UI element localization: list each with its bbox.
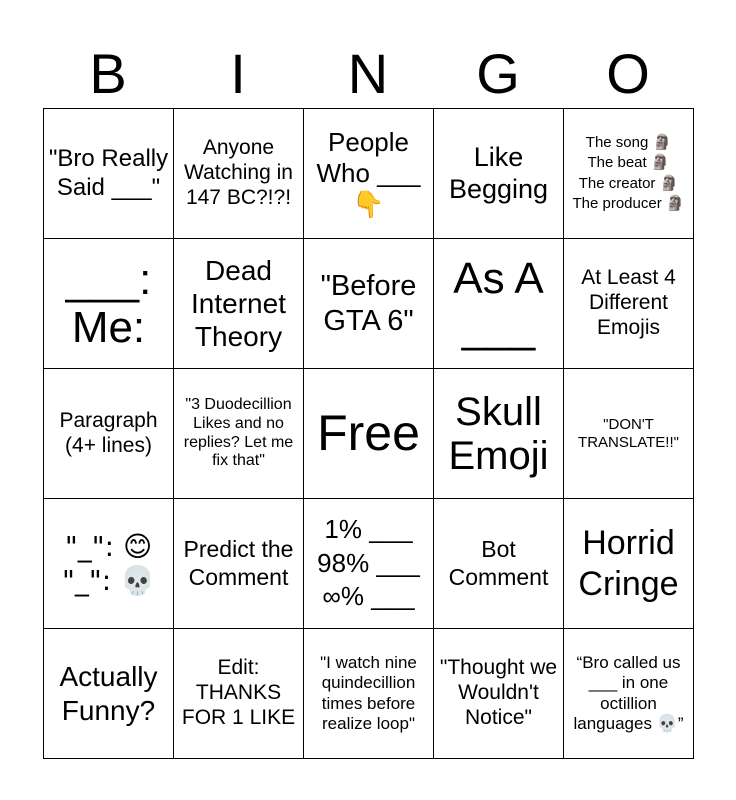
bingo-cell[interactable]: "_": 😊 "_": 💀	[44, 499, 174, 629]
bingo-cell[interactable]: Free	[304, 369, 434, 499]
bingo-cell[interactable]: People Who ___ 👇	[304, 109, 434, 239]
bingo-cell[interactable]: At Least 4 Different Emojis	[564, 239, 694, 369]
bingo-cell[interactable]: “Bro called us ___ in one octillion languages 💀”	[564, 629, 694, 759]
bingo-header	[43, 44, 693, 104]
bingo-cell[interactable]: Actually Funny?	[44, 629, 174, 759]
bingo-cell[interactable]: Bot Comment	[434, 499, 564, 629]
bingo-cell[interactable]: Predict the Comment	[174, 499, 304, 629]
bingo-cell[interactable]: "Bro Really Said ___"	[44, 109, 174, 239]
header-letter-g: G	[476, 42, 520, 105]
bingo-board	[43, 108, 694, 759]
board-row	[44, 109, 694, 239]
bingo-cell[interactable]: "DON'T TRANSLATE!!"	[564, 369, 694, 499]
board-row	[44, 369, 694, 499]
bingo-cell[interactable]: Dead Internet Theory	[174, 239, 304, 369]
bingo-cell[interactable]: Edit: THANKS FOR 1 LIKE	[174, 629, 304, 759]
bingo-cell[interactable]: Anyone Watching in 147 BC?!?!	[174, 109, 304, 239]
bingo-cell[interactable]: Paragraph (4+ lines)	[44, 369, 174, 499]
header-letter-n: N	[347, 42, 389, 105]
bingo-cell[interactable]: Horrid Cringe	[564, 499, 694, 629]
header-letter-i: I	[230, 42, 246, 105]
board-row	[44, 499, 694, 629]
bingo-cell[interactable]: "I watch nine quindecillion times before realize loop"	[304, 629, 434, 759]
bingo-cell[interactable]: ___: Me:	[44, 239, 174, 369]
bingo-cell[interactable]: "3 Duodecillion Likes and no replies? Let me fix that"	[174, 369, 304, 499]
header-letter-o: O	[606, 42, 650, 105]
bingo-cell[interactable]: "Thought we Wouldn't Notice"	[434, 629, 564, 759]
bingo-cell[interactable]: 1% ___ 98% ___ ∞% ___	[304, 499, 434, 629]
board-row	[44, 629, 694, 759]
board-row	[44, 239, 694, 369]
bingo-cell[interactable]: "Before GTA 6"	[304, 239, 434, 369]
bingo-cell[interactable]: The song 🗿 The beat 🗿 The creator 🗿 The producer 🗿	[564, 109, 694, 239]
bingo-cell[interactable]: As A ___	[434, 239, 564, 369]
bingo-cell[interactable]: Like Begging	[434, 109, 564, 239]
header-letter-b: B	[89, 42, 127, 105]
bingo-cell[interactable]: Skull Emoji	[434, 369, 564, 499]
